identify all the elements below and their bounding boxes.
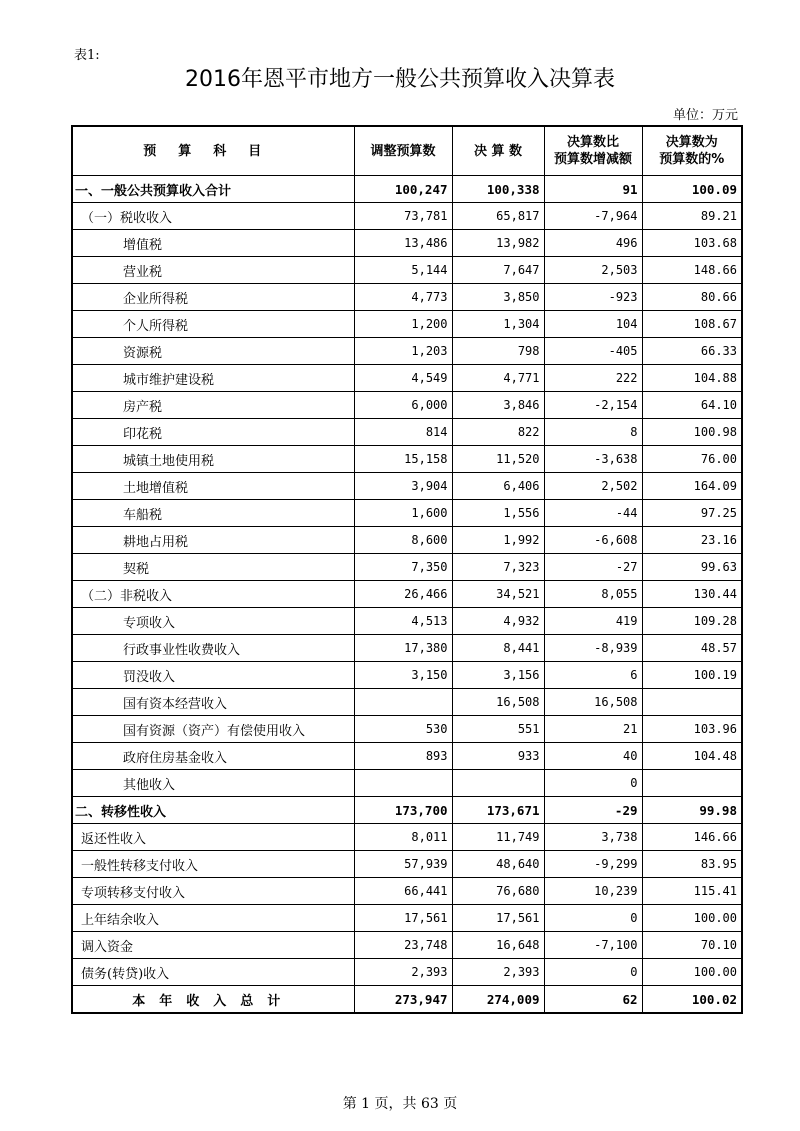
row-adjusted-cell: 23,748 — [354, 932, 452, 959]
table-row — [72, 959, 742, 986]
row-final-cell: 16,508 — [452, 689, 544, 716]
row-diff-cell: 3,738 — [544, 824, 642, 851]
row-diff-cell: -27 — [544, 554, 642, 581]
row-diff-cell: 2,502 — [544, 473, 642, 500]
row-final-cell: 3,156 — [452, 662, 544, 689]
table-row — [72, 932, 742, 959]
table-row — [72, 338, 742, 365]
row-adjusted-cell: 6,000 — [354, 392, 452, 419]
row-diff-cell: -44 — [544, 500, 642, 527]
row-final-cell: 6,406 — [452, 473, 544, 500]
row-final-cell: 3,846 — [452, 392, 544, 419]
row-percent-cell: 148.66 — [642, 257, 742, 284]
row-diff-cell: 0 — [544, 959, 642, 986]
row-adjusted-cell: 173,700 — [354, 797, 452, 824]
row-subject-cell: 专项收入 — [72, 608, 354, 635]
row-subject-cell: 国有资源（资产）有偿使用收入 — [72, 716, 354, 743]
row-final-cell: 48,640 — [452, 851, 544, 878]
row-adjusted-cell: 57,939 — [354, 851, 452, 878]
row-percent-cell: 100.09 — [642, 176, 742, 203]
row-final-cell: 65,817 — [452, 203, 544, 230]
row-subject-cell: 调入资金 — [72, 932, 354, 959]
row-percent-cell: 100.02 — [642, 986, 742, 1014]
row-diff-cell: 0 — [544, 905, 642, 932]
row-percent-cell: 104.88 — [642, 365, 742, 392]
row-subject-cell: 营业税 — [72, 257, 354, 284]
row-subject-cell: 其他收入 — [72, 770, 354, 797]
table-row — [72, 554, 742, 581]
row-adjusted-cell: 13,486 — [354, 230, 452, 257]
table-row — [72, 743, 742, 770]
row-diff-cell: -3,638 — [544, 446, 642, 473]
row-adjusted-cell: 3,150 — [354, 662, 452, 689]
row-percent-cell: 99.98 — [642, 797, 742, 824]
page-footer: 第 1 页，共 63 页 — [342, 1096, 458, 1112]
table-row — [72, 851, 742, 878]
row-adjusted-cell: 530 — [354, 716, 452, 743]
table-row — [72, 473, 742, 500]
row-percent-cell: 99.63 — [642, 554, 742, 581]
row-diff-cell: -8,939 — [544, 635, 642, 662]
row-final-cell: 822 — [452, 419, 544, 446]
row-diff-cell: 16,508 — [544, 689, 642, 716]
row-final-cell: 1,304 — [452, 311, 544, 338]
table-row — [72, 203, 742, 230]
row-final-cell: 274,009 — [452, 986, 544, 1014]
row-percent-cell: 115.41 — [642, 878, 742, 905]
row-subject-cell: 车船税 — [72, 500, 354, 527]
row-final-cell: 8,441 — [452, 635, 544, 662]
table-row — [72, 986, 742, 1014]
row-adjusted-cell — [354, 770, 452, 797]
row-final-cell: 17,561 — [452, 905, 544, 932]
row-subject-cell: 二、转移性收入 — [72, 797, 354, 824]
row-diff-cell: 104 — [544, 311, 642, 338]
row-percent-cell: 100.98 — [642, 419, 742, 446]
row-diff-cell: 62 — [544, 986, 642, 1014]
table-row — [72, 500, 742, 527]
row-adjusted-cell: 5,144 — [354, 257, 452, 284]
row-percent-cell: 70.10 — [642, 932, 742, 959]
header-final-amount: 决 算 数 — [452, 126, 544, 176]
row-final-cell: 76,680 — [452, 878, 544, 905]
row-subject-cell: 房产税 — [72, 392, 354, 419]
row-adjusted-cell: 1,203 — [354, 338, 452, 365]
row-subject-cell: 耕地占用税 — [72, 527, 354, 554]
row-final-cell: 100,338 — [452, 176, 544, 203]
row-subject-cell: 一般性转移支付收入 — [72, 851, 354, 878]
table-label: 表1: — [74, 48, 100, 63]
row-diff-cell: 496 — [544, 230, 642, 257]
table-row — [72, 662, 742, 689]
row-percent-cell: 100.19 — [642, 662, 742, 689]
row-diff-cell: 21 — [544, 716, 642, 743]
row-subject-cell: 印花税 — [72, 419, 354, 446]
row-adjusted-cell: 1,200 — [354, 311, 452, 338]
table-row — [72, 392, 742, 419]
table-row — [72, 689, 742, 716]
row-subject-cell: 契税 — [72, 554, 354, 581]
row-adjusted-cell: 66,441 — [354, 878, 452, 905]
table-row — [72, 581, 742, 608]
row-final-cell: 4,771 — [452, 365, 544, 392]
row-final-cell: 798 — [452, 338, 544, 365]
row-adjusted-cell: 26,466 — [354, 581, 452, 608]
row-subject-cell: 债务(转贷)收入 — [72, 959, 354, 986]
row-percent-cell: 66.33 — [642, 338, 742, 365]
row-adjusted-cell: 17,561 — [354, 905, 452, 932]
row-subject-cell: 国有资本经营收入 — [72, 689, 354, 716]
row-percent-cell: 130.44 — [642, 581, 742, 608]
row-adjusted-cell: 17,380 — [354, 635, 452, 662]
row-adjusted-cell: 1,600 — [354, 500, 452, 527]
row-diff-cell: 2,503 — [544, 257, 642, 284]
row-percent-cell: 164.09 — [642, 473, 742, 500]
row-subject-cell: 城市维护建设税 — [72, 365, 354, 392]
row-adjusted-cell — [354, 689, 452, 716]
table-row — [72, 797, 742, 824]
row-adjusted-cell: 4,773 — [354, 284, 452, 311]
row-percent-cell: 89.21 — [642, 203, 742, 230]
row-diff-cell: 8 — [544, 419, 642, 446]
page-title: 2016年恩平市地方一般公共预算收入决算表 — [185, 67, 615, 92]
row-final-cell: 551 — [452, 716, 544, 743]
table-row — [72, 446, 742, 473]
table-row — [72, 905, 742, 932]
row-final-cell: 3,850 — [452, 284, 544, 311]
table-header-row — [72, 126, 742, 176]
row-final-cell: 34,521 — [452, 581, 544, 608]
row-diff-cell: -29 — [544, 797, 642, 824]
row-diff-cell: 91 — [544, 176, 642, 203]
row-subject-cell: 上年结余收入 — [72, 905, 354, 932]
row-subject-cell: 城镇土地使用税 — [72, 446, 354, 473]
header-subject: 预算科目 — [72, 126, 354, 176]
row-percent-cell — [642, 689, 742, 716]
row-diff-cell: 222 — [544, 365, 642, 392]
row-percent-cell: 146.66 — [642, 824, 742, 851]
row-final-cell: 11,749 — [452, 824, 544, 851]
row-diff-cell: 8,055 — [544, 581, 642, 608]
row-adjusted-cell: 4,549 — [354, 365, 452, 392]
row-subject-cell: （二）非税收入 — [72, 581, 354, 608]
table-row — [72, 770, 742, 797]
row-final-cell: 7,323 — [452, 554, 544, 581]
row-final-cell: 933 — [452, 743, 544, 770]
row-final-cell: 4,932 — [452, 608, 544, 635]
row-diff-cell: 419 — [544, 608, 642, 635]
row-final-cell — [452, 770, 544, 797]
row-percent-cell: 104.48 — [642, 743, 742, 770]
row-adjusted-cell: 2,393 — [354, 959, 452, 986]
row-adjusted-cell: 273,947 — [354, 986, 452, 1014]
row-final-cell: 7,647 — [452, 257, 544, 284]
table-row — [72, 311, 742, 338]
row-diff-cell: -7,100 — [544, 932, 642, 959]
row-diff-cell: 10,239 — [544, 878, 642, 905]
row-adjusted-cell: 8,011 — [354, 824, 452, 851]
row-subject-cell: 本年收入总计 — [72, 986, 354, 1014]
row-final-cell: 11,520 — [452, 446, 544, 473]
row-diff-cell: -6,608 — [544, 527, 642, 554]
row-diff-cell: 6 — [544, 662, 642, 689]
row-subject-cell: （一）税收收入 — [72, 203, 354, 230]
row-percent-cell: 83.95 — [642, 851, 742, 878]
row-adjusted-cell: 8,600 — [354, 527, 452, 554]
table-row — [72, 716, 742, 743]
row-percent-cell: 23.16 — [642, 527, 742, 554]
row-percent-cell: 109.28 — [642, 608, 742, 635]
table-row — [72, 365, 742, 392]
row-subject-cell: 个人所得税 — [72, 311, 354, 338]
row-subject-cell: 返还性收入 — [72, 824, 354, 851]
row-percent-cell: 100.00 — [642, 905, 742, 932]
header-adjusted-budget: 调整预算数 — [354, 126, 452, 176]
row-adjusted-cell: 73,781 — [354, 203, 452, 230]
row-adjusted-cell: 814 — [354, 419, 452, 446]
row-final-cell: 16,648 — [452, 932, 544, 959]
row-percent-cell: 80.66 — [642, 284, 742, 311]
row-diff-cell: -7,964 — [544, 203, 642, 230]
row-subject-cell: 一、一般公共预算收入合计 — [72, 176, 354, 203]
row-final-cell: 2,393 — [452, 959, 544, 986]
row-percent-cell: 103.68 — [642, 230, 742, 257]
table-row — [72, 419, 742, 446]
row-adjusted-cell: 3,904 — [354, 473, 452, 500]
row-diff-cell: -2,154 — [544, 392, 642, 419]
row-percent-cell: 64.10 — [642, 392, 742, 419]
header-percent: 决算数为 预算数的% — [642, 126, 742, 176]
row-final-cell: 1,992 — [452, 527, 544, 554]
row-final-cell: 13,982 — [452, 230, 544, 257]
row-diff-cell: -9,299 — [544, 851, 642, 878]
row-percent-cell: 100.00 — [642, 959, 742, 986]
row-subject-cell: 资源税 — [72, 338, 354, 365]
row-diff-cell: -405 — [544, 338, 642, 365]
table-body — [72, 176, 742, 1014]
table-row — [72, 527, 742, 554]
row-final-cell: 1,556 — [452, 500, 544, 527]
row-adjusted-cell: 4,513 — [354, 608, 452, 635]
row-subject-cell: 增值税 — [72, 230, 354, 257]
budget-table — [71, 125, 743, 1014]
table-row — [72, 608, 742, 635]
row-final-cell: 173,671 — [452, 797, 544, 824]
row-subject-cell: 政府住房基金收入 — [72, 743, 354, 770]
table-row — [72, 878, 742, 905]
row-adjusted-cell: 7,350 — [354, 554, 452, 581]
row-percent-cell: 108.67 — [642, 311, 742, 338]
row-percent-cell: 48.57 — [642, 635, 742, 662]
row-percent-cell: 103.96 — [642, 716, 742, 743]
header-diff: 决算数比 预算数增减额 — [544, 126, 642, 176]
row-diff-cell: 40 — [544, 743, 642, 770]
row-diff-cell: -923 — [544, 284, 642, 311]
row-subject-cell: 罚没收入 — [72, 662, 354, 689]
row-subject-cell: 行政事业性收费收入 — [72, 635, 354, 662]
row-adjusted-cell: 15,158 — [354, 446, 452, 473]
row-diff-cell: 0 — [544, 770, 642, 797]
row-adjusted-cell: 100,247 — [354, 176, 452, 203]
row-subject-cell: 土地增值税 — [72, 473, 354, 500]
table-row — [72, 176, 742, 203]
table-row — [72, 257, 742, 284]
row-percent-cell: 76.00 — [642, 446, 742, 473]
row-adjusted-cell: 893 — [354, 743, 452, 770]
row-percent-cell — [642, 770, 742, 797]
table-row — [72, 635, 742, 662]
table-row — [72, 284, 742, 311]
unit-label: 单位：万元 — [672, 108, 738, 123]
row-percent-cell: 97.25 — [642, 500, 742, 527]
row-subject-cell: 专项转移支付收入 — [72, 878, 354, 905]
table-row — [72, 824, 742, 851]
table-row — [72, 230, 742, 257]
row-subject-cell: 企业所得税 — [72, 284, 354, 311]
